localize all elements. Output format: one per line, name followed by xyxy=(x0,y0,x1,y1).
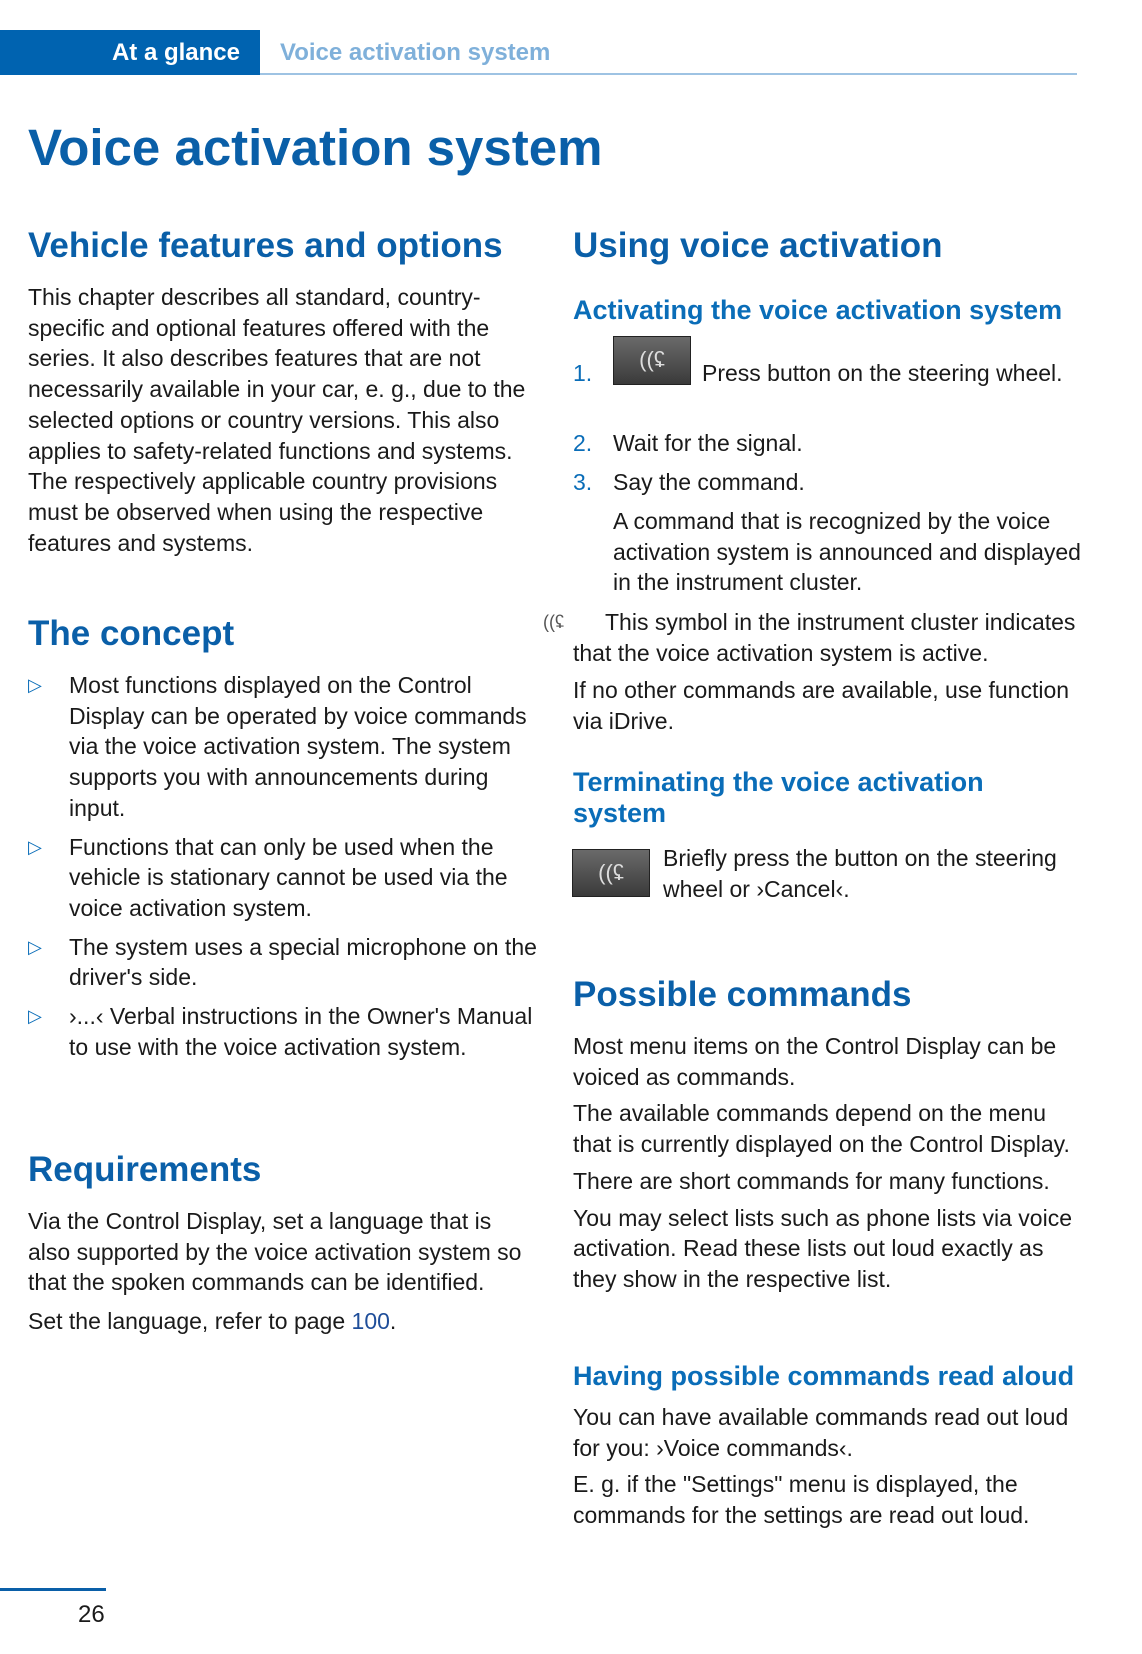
reference-text: Set the language, refer to page xyxy=(28,1308,352,1335)
page-link[interactable]: 100 xyxy=(351,1308,390,1335)
requirements-heading: Requirements xyxy=(28,1150,262,1189)
list-item xyxy=(28,932,538,993)
step-number: 1. xyxy=(573,360,593,386)
triangle-bullet-icon: ▷ xyxy=(28,836,42,857)
possible-para: The available commands depend on the menu that is currently displayed on the Control Display. xyxy=(573,1100,1070,1158)
possible-body xyxy=(573,1031,1081,1301)
read-aloud-body xyxy=(573,1402,1081,1537)
header-divider xyxy=(260,73,1077,75)
header-subsection: Voice activation system xyxy=(280,39,551,66)
triangle-bullet-icon: ▷ xyxy=(28,1006,42,1027)
step-3 xyxy=(573,467,1083,498)
symbol-text xyxy=(543,607,1081,668)
step-text: Wait for the signal. xyxy=(613,430,803,456)
concept-heading: The concept xyxy=(28,614,235,653)
possible-para: Most menu items on the Control Display can be voiced as commands. xyxy=(573,1033,1057,1090)
bullet-text: Most functions displayed on the Control Display can be operated by voice commands via the voice activation system. The system supports you with announcements during input. xyxy=(69,672,527,821)
list-item xyxy=(28,670,538,824)
step-number: 3. xyxy=(573,469,593,495)
read-aloud-para: E. g. if the "Settings" menu is displayed, the commands for the settings are read out loud. xyxy=(573,1471,1030,1529)
page-number: 26 xyxy=(78,1601,105,1628)
features-heading: Vehicle features and options xyxy=(28,226,503,265)
command-note: A command that is recognized by the voice activation system is announced and displayed in the instrument cluster. xyxy=(613,508,1081,596)
voice-talk-icon: ((ʢ xyxy=(613,336,691,385)
step-text: Say the command. xyxy=(613,469,805,495)
step-number: 2. xyxy=(573,430,593,456)
bullet-text: The system uses a special microphone on the driver's side. xyxy=(69,933,537,991)
idrive-text: If no other commands are available, use function via iDrive. xyxy=(573,677,1070,734)
terminating-heading: Terminating the voice activation system xyxy=(573,767,984,828)
voice-symbol-icon: ((ʢ xyxy=(543,612,564,632)
possible-para: There are short commands for many functions. xyxy=(573,1167,1050,1194)
reference-end: . xyxy=(389,1308,397,1335)
possible-para: You may select lists such as phone lists via voice activation. Read these lists out loud exactly as they show in the respective list. xyxy=(573,1204,1073,1292)
triangle-bullet-icon: ▷ xyxy=(28,675,42,695)
language-reference xyxy=(28,1306,533,1337)
bullet-text: ›...‹ Verbal instructions in the Owner's Manual to use with the voice activation system. xyxy=(69,1003,533,1060)
symbol-description: This symbol in the instrument cluster indicates that the voice activation system is active. xyxy=(573,609,1076,666)
using-heading: Using voice activation xyxy=(573,226,943,265)
read-aloud-heading: Having possible commands read aloud xyxy=(573,1361,1075,1391)
activating-heading: Activating the voice activation system xyxy=(573,295,1063,325)
step-text: Press button on the steering wheel. xyxy=(702,360,1063,386)
step-2 xyxy=(573,428,1083,459)
possible-heading: Possible commands xyxy=(573,975,912,1014)
footer-divider xyxy=(0,1588,106,1591)
header-section: At a glance xyxy=(111,39,240,66)
bullet-text: Functions that can only be used when the vehicle is stationary cannot be used via the voice activation system. xyxy=(69,833,508,921)
read-aloud-para: You can have available commands read out loud for you: ›Voice commands‹. xyxy=(573,1404,1069,1461)
requirements-body xyxy=(28,1206,533,1337)
terminating-text: Briefly press the button on the steering wheel or ›Cancel‹. xyxy=(663,845,1057,902)
concept-list xyxy=(28,670,538,1070)
page-title: Voice activation system xyxy=(28,119,603,176)
requirements-text: Via the Control Display, set a language that is also supported by the voice activation system so that the spoken commands can be identified. xyxy=(28,1208,522,1296)
list-item xyxy=(28,1001,538,1062)
triangle-bullet-icon: ▷ xyxy=(28,936,42,957)
step-1 xyxy=(573,347,1083,389)
list-item xyxy=(28,832,538,924)
features-text: This chapter describes all standard, country-specific and optional features offered with the series. It also describes features that are not necessarily available in your car, e. g., due to the selected options or country versions. This also applies to safety-related functions and systems. The respectively applicable country provisions must be observed when using the respective features and systems. xyxy=(28,284,526,556)
header-section-tab xyxy=(0,30,260,75)
voice-talk-icon: ((ʢ xyxy=(572,849,650,897)
